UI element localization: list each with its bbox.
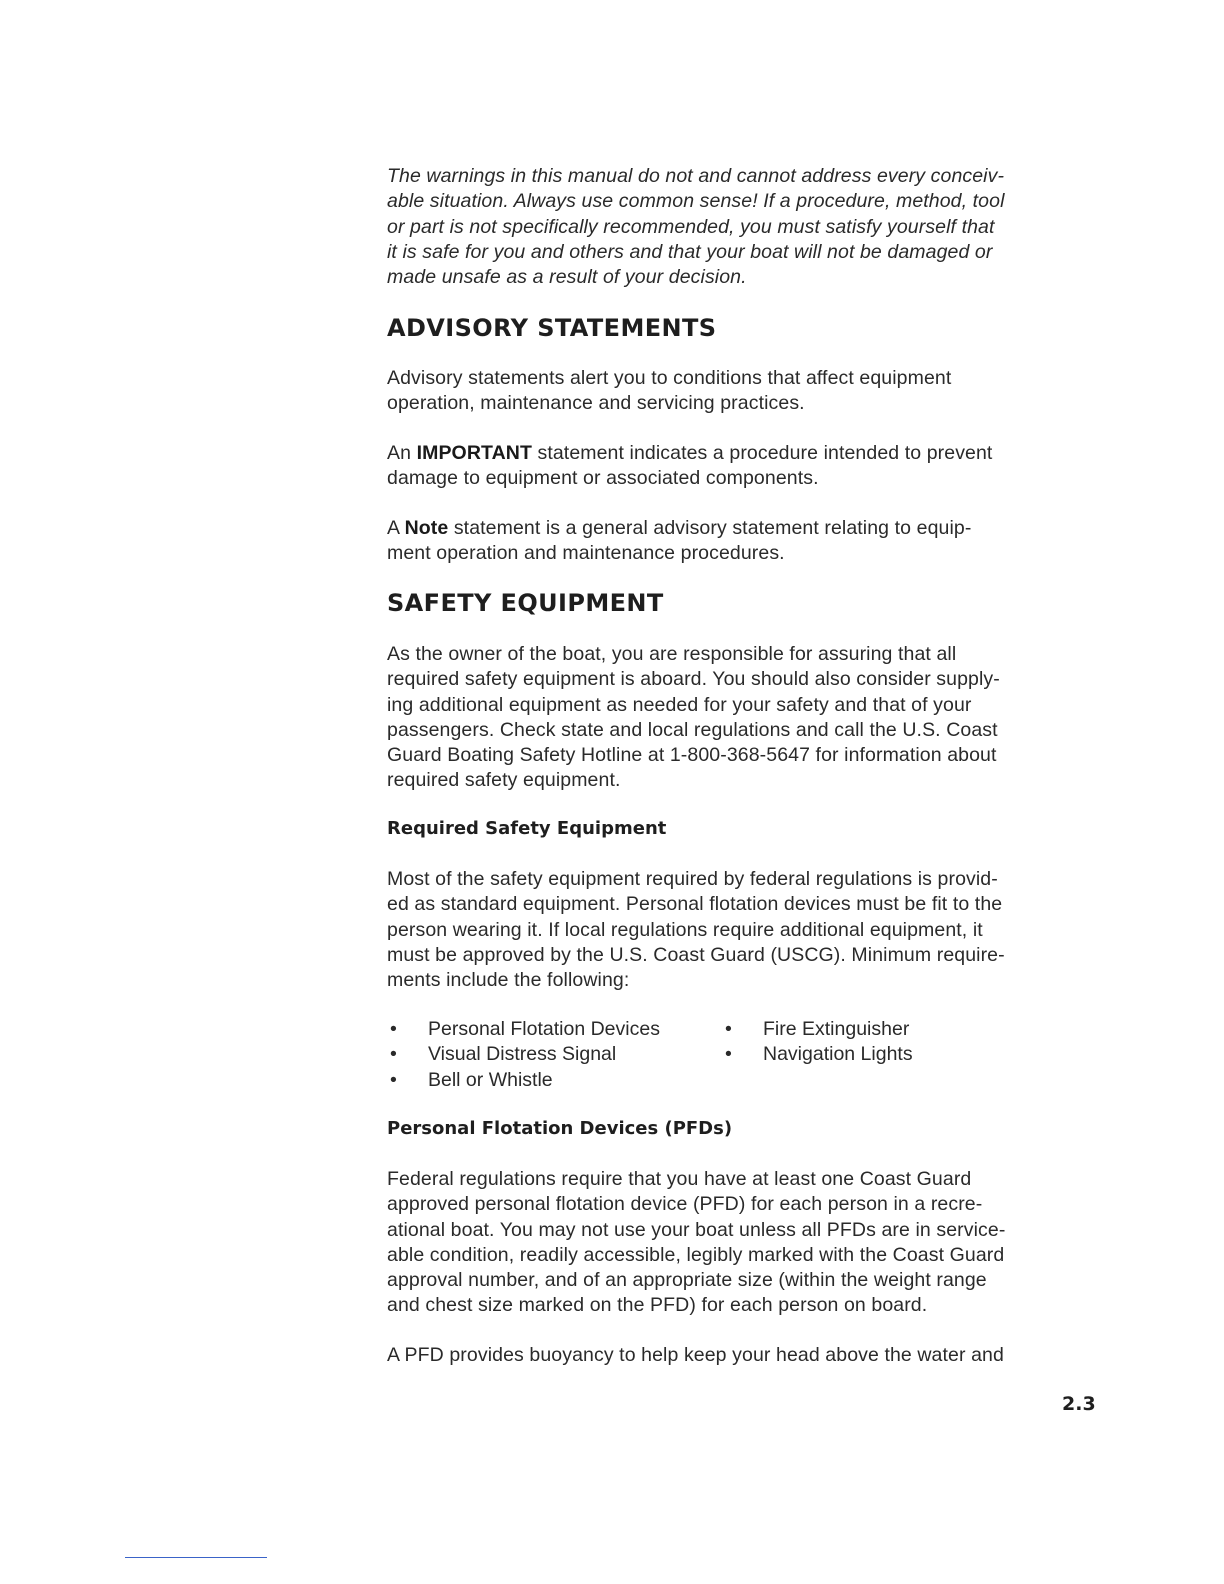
required-safety-equipment-paragraph: Most of the safety equipment required by federal regulations is provid- ed as standard equipment. Personal flotation devices must be fit to the person wearing it. If local regulations require additional equipment, it must be approved by the U.S. Coast Guard (USCG). Minimum require- ments include the following: [387,868,1005,992]
bullet-icon: • [725,1018,732,1040]
bullet-icon: • [390,1043,397,1066]
pfd-buoyancy-paragraph: A PFD provides buoyancy to help keep your head above the water and [387,1344,1004,1366]
bullet-icon: • [725,1043,732,1066]
important-term: IMPORTANT [416,442,532,464]
intro-warning-paragraph [387,164,1005,290]
advisory-paragraph: Advisory statements alert you to conditions that affect equipment operation, maintenance and servicing practices. [387,367,952,415]
safety-equipment-heading: SAFETY EQUIPMENT [387,589,664,617]
intro-line-4: it is safe for you and others and that your boat will not be damaged or [387,240,993,263]
intro-line-2: able situation. Always use common sense! If a procedure, method, tool [387,190,1005,213]
list-row: • Bell or Whistle [387,1068,1097,1093]
intro-line-1: The warnings in this manual do not and cannot address every conceiv- [387,165,1005,187]
safety-equipment-paragraph: As the owner of the boat, you are responsible for assuring that all required safety equipment is aboard. You should also consider supply- ing additional equipment as needed for your safety and that of your passengers. Check state and local regulations and call the U.S. Coast Guard Boating Safety Hotline at 1-800-368-5647 for information about required safety equipment. [387,643,1000,792]
intro-line-3: or part is not specifically recommended, you must satisfy yourself that [387,215,995,238]
required-safety-equipment-heading: Required Safety Equipment [387,818,667,839]
bullet-icon: • [390,1018,397,1040]
list-row: • Visual Distress Signal • Navigation Lights [387,1042,1097,1067]
advisory-statements-heading: ADVISORY STATEMENTS [387,314,717,342]
pfd-heading: Personal Flotation Devices (PFDs) [387,1118,733,1139]
intro-line-5: made unsafe as a result of your decision. [387,266,747,289]
page-number: 2.3 [1062,1393,1096,1415]
required-equipment-list [387,1017,1097,1093]
note-statement-paragraph: A Note statement is a general advisory statement relating to equip- ment operation and maintenance procedures. [387,517,972,565]
bullet-icon: • [390,1068,397,1091]
list-row: • Personal Flotation Devices • Fire Extinguisher [387,1017,1097,1042]
pfd-paragraph: Federal regulations require that you have at least one Coast Guard approved personal flotation device (PFD) for each person in a recre- ational boat. You may not use your boat unless all PFDs are in service- able condition, readily accessible, legibly marked with the Coast Guard approval number, and of an appropriate size (within the weight range and chest size marked on the PFD) for each person on board. [387,1168,1006,1317]
footer-divider [125,1557,267,1558]
note-term: Note [404,517,449,539]
important-statement-paragraph: An IMPORTANT statement indicates a procedure intended to prevent damage to equipment or associated components. [387,442,993,490]
